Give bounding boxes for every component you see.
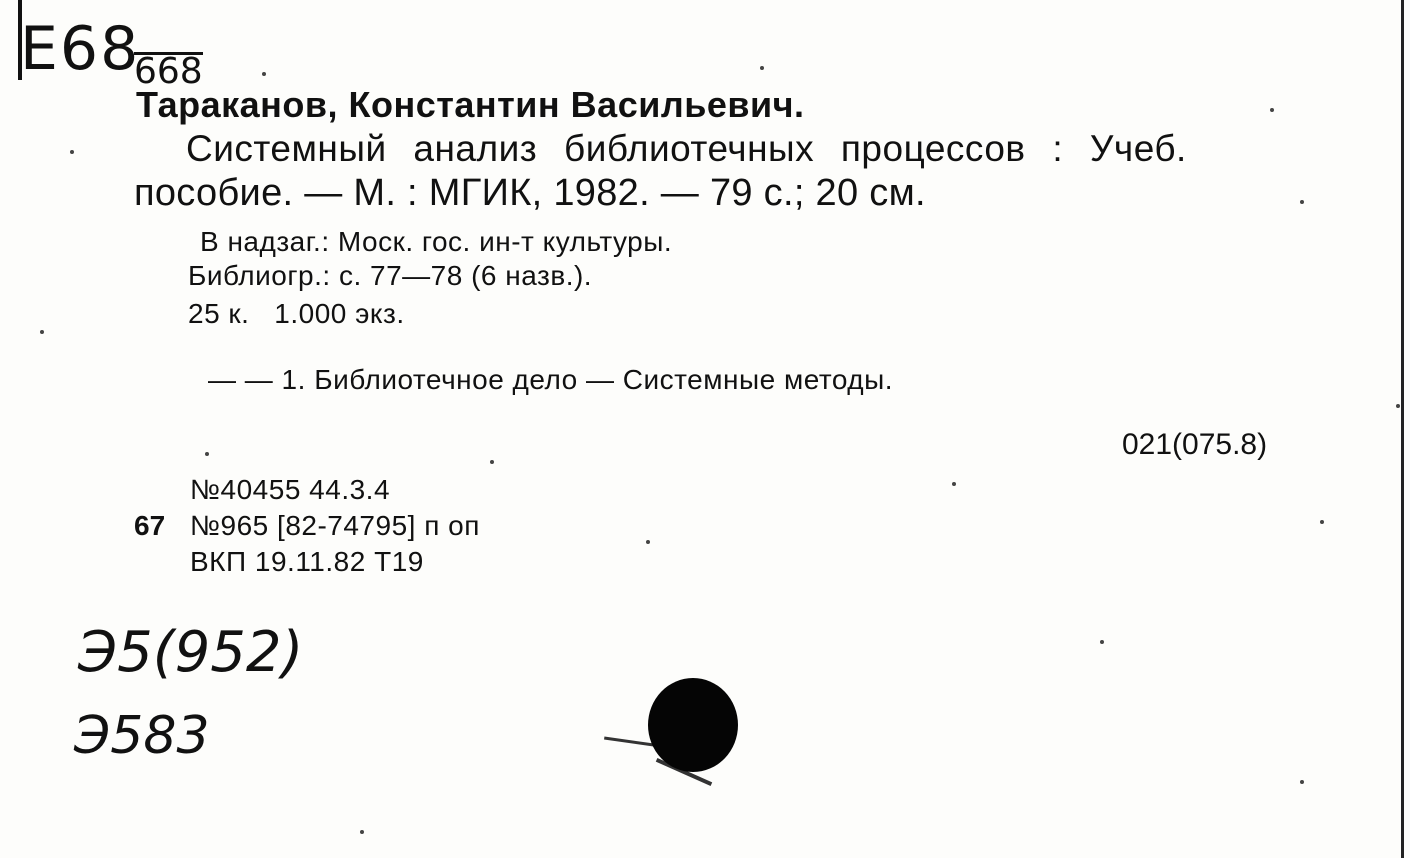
title-line: Системный анализ библиотечных процессов : Учеб. [186,128,1187,169]
paper-speck [1396,404,1400,408]
paper-speck [262,72,266,76]
print-number: 67 [134,510,166,541]
print-line: №40455 44.3.4 [190,474,391,505]
punch-hole [648,678,738,772]
publication-line: пособие. — М. : МГИК, 1982. — 79 с.; 20 см. [134,172,926,214]
punch-hole-tear [604,737,654,747]
card-right-edge [1401,0,1404,858]
note-line: Библиогр.: с. 77—78 (6 назв.). [188,260,593,291]
note-line: 25 к. 1.000 экз. [188,298,405,329]
handwritten-call-number: Е68 [20,14,141,84]
subject-heading: — — 1. Библиотечное дело — Системные методы. [208,364,894,395]
paper-speck [490,460,494,464]
paper-speck [360,830,364,834]
note-line: В надзаг.: Моск. гос. ин-т культуры. [200,226,673,257]
handwritten-classification: Э583 [74,706,210,766]
udc-index: 021(075.8) [1122,428,1268,461]
paper-speck [1300,780,1304,784]
paper-speck [1270,108,1274,112]
paper-speck [1300,200,1304,204]
paper-speck [646,540,650,544]
paper-speck [70,150,74,154]
author-heading: Тараканов, Константин Васильевич. [136,84,805,125]
print-line: ВКП 19.11.82 Т19 [190,546,424,577]
paper-speck [40,330,44,334]
handwritten-call-number-sub: 668 [134,51,203,92]
paper-speck [1320,520,1324,524]
paper-speck [1100,640,1104,644]
print-line: №965 [82-74795] п оп [190,510,480,541]
paper-speck [205,452,209,456]
paper-speck [952,482,956,486]
paper-speck [760,66,764,70]
handwritten-classification: Э5(952) [78,620,304,685]
